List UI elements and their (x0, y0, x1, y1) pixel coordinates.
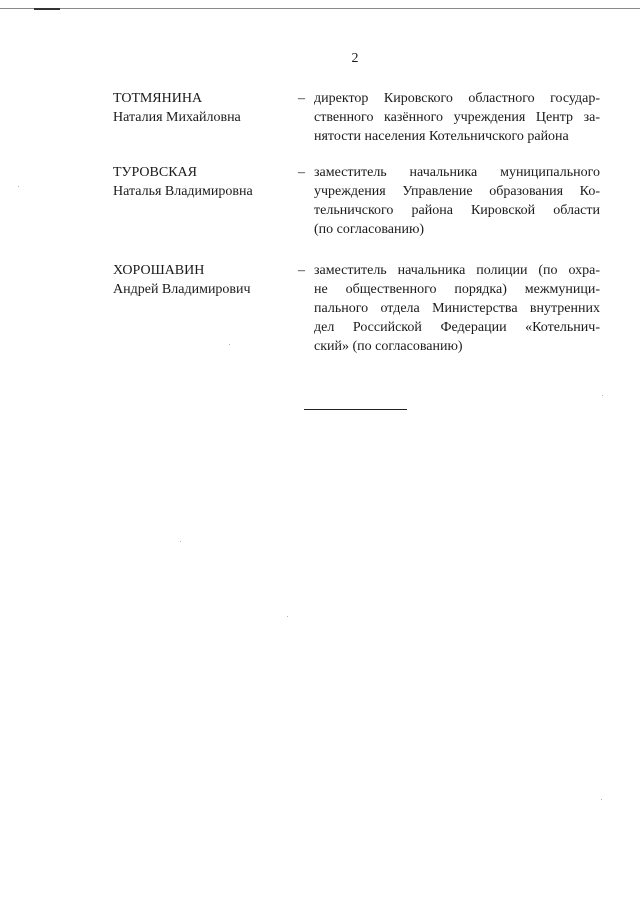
scan-speck (229, 344, 230, 345)
entry-dash: – (298, 263, 305, 278)
position-line: дел Российской Федерации «Котельнич- (314, 320, 600, 335)
position-line: заместитель начальника муниципального (314, 165, 600, 180)
scan-speck (287, 616, 288, 617)
person-surname: ТОТМЯНИНА (113, 91, 203, 106)
closing-rule (304, 409, 407, 410)
position-line: ский» (по согласованию) (314, 339, 463, 354)
top-scan-mark (34, 8, 60, 10)
position-line: (по согласованию) (314, 222, 425, 237)
position-line: учреждения Управление образования Ко- (314, 184, 600, 199)
position-line: пального отдела Министерства внутренних (314, 301, 600, 316)
entry-dash: – (298, 165, 305, 180)
top-scan-rule (0, 8, 640, 9)
position-description (314, 89, 600, 146)
position-line: ственного казённого учреждения Центр за- (314, 110, 600, 125)
position-description (314, 163, 600, 239)
scan-speck (18, 186, 19, 187)
position-line: тельничского района Кировской области (314, 203, 600, 218)
position-line: не общественного порядка) межмуници- (314, 282, 600, 297)
person-surname: ТУРОВСКАЯ (113, 165, 197, 180)
person-name (113, 89, 293, 127)
position-line: директор Кировского областного государ- (314, 91, 600, 106)
person-given-names: Наталья Владимировна (113, 184, 253, 199)
person-name (113, 163, 293, 201)
scan-speck (601, 799, 602, 800)
scan-speck (602, 395, 603, 396)
page-number: 2 (351, 51, 359, 66)
position-description (314, 261, 600, 356)
position-line: нятости населения Котельничского района (314, 129, 569, 144)
entry-dash: – (298, 91, 305, 106)
position-line: заместитель начальника полиции (по охра- (314, 263, 600, 278)
person-surname: ХОРОШАВИН (113, 263, 205, 278)
person-given-names: Андрей Владимирович (113, 282, 251, 297)
person-name (113, 261, 293, 299)
person-given-names: Наталия Михайловна (113, 110, 241, 125)
scan-speck (180, 541, 181, 542)
